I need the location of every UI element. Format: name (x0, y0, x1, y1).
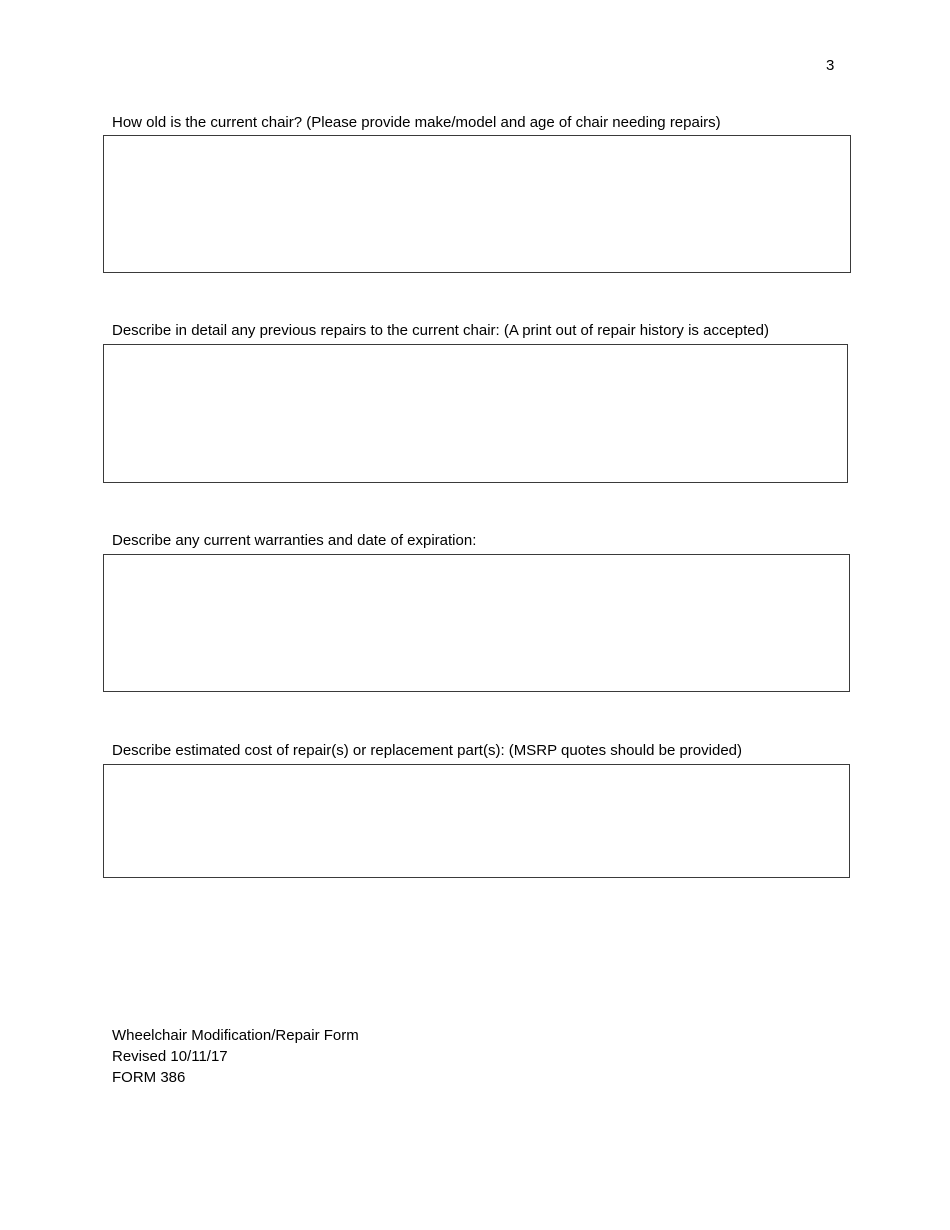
chair-age-answer-box[interactable] (103, 135, 851, 273)
warranties-answer-box[interactable] (103, 554, 850, 692)
estimated-cost-answer-box[interactable] (103, 764, 850, 878)
question-previous-repairs-label: Describe in detail any previous repairs to the current chair: (A print out of repair history is accepted) (112, 322, 769, 339)
form-footer (112, 1025, 359, 1088)
footer-form-number: FORM 386 (112, 1069, 186, 1086)
previous-repairs-answer-box[interactable] (103, 344, 848, 483)
footer-revised-date: Revised 10/11/17 (112, 1048, 228, 1065)
question-chair-age-label: How old is the current chair? (Please provide make/model and age of chair needing repairs) (112, 114, 721, 131)
footer-form-title: Wheelchair Modification/Repair Form (112, 1027, 359, 1044)
page-number: 3 (826, 57, 835, 74)
question-estimated-cost-label: Describe estimated cost of repair(s) or replacement part(s): (MSRP quotes should be provided) (112, 742, 742, 759)
question-warranties-label: Describe any current warranties and date of expiration: (112, 532, 477, 549)
